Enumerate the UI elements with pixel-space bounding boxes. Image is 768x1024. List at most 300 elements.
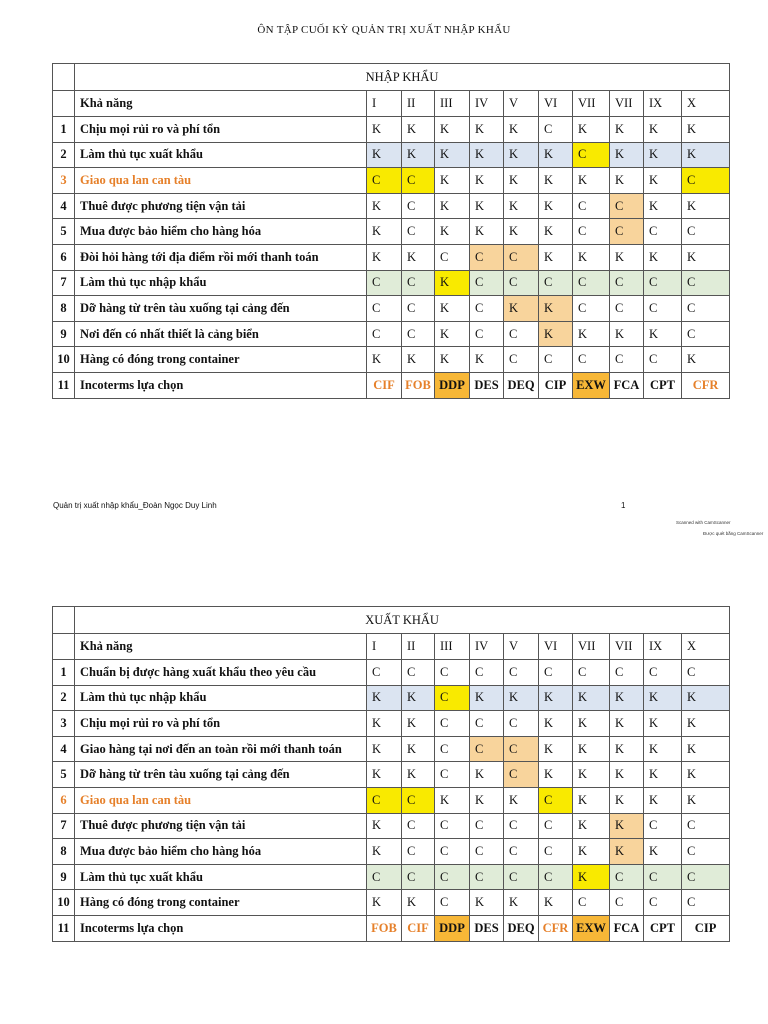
row-number: 3 [53, 711, 75, 737]
column-header: VI [539, 634, 573, 660]
value-cell: K [367, 736, 402, 762]
value-cell: C [435, 762, 470, 788]
value-cell: K [435, 296, 470, 322]
value-cell: C [367, 660, 402, 686]
value-cell: C [610, 193, 644, 219]
value-cell: C [470, 321, 504, 347]
incoterm-cell: FCA [610, 372, 644, 398]
value-cell: K [539, 219, 573, 245]
value-cell: K [470, 117, 504, 143]
value-cell: K [435, 193, 470, 219]
value-cell: K [367, 347, 402, 373]
value-cell: K [470, 685, 504, 711]
value-cell: K [367, 193, 402, 219]
value-cell: C [504, 660, 539, 686]
value-cell: K [367, 142, 402, 168]
value-cell: C [682, 296, 730, 322]
value-cell: K [644, 787, 682, 813]
table-row [53, 660, 730, 686]
table-row [53, 864, 730, 890]
value-cell: K [539, 193, 573, 219]
value-cell: K [573, 685, 610, 711]
value-cell: K [610, 685, 644, 711]
value-cell: K [367, 244, 402, 270]
value-cell: K [644, 321, 682, 347]
import-table [52, 63, 730, 399]
value-cell: K [644, 685, 682, 711]
column-header: II [402, 634, 435, 660]
value-cell: K [573, 736, 610, 762]
value-cell: C [573, 890, 610, 916]
row-number: 7 [53, 270, 75, 296]
value-cell: K [610, 813, 644, 839]
value-cell: K [470, 193, 504, 219]
column-header: IV [470, 91, 504, 117]
value-cell: K [573, 321, 610, 347]
row-label: Hàng có đóng trong container [75, 890, 367, 916]
scan-watermark: Scanned with CamScanner [676, 520, 731, 525]
row-number: 2 [53, 685, 75, 711]
row-label: Chuẩn bị được hàng xuất khẩu theo yêu cầu [75, 660, 367, 686]
row-label: Chịu mọi rủi ro và phí tổn [75, 711, 367, 737]
row-number: 4 [53, 193, 75, 219]
incoterm-cell: CPT [644, 915, 682, 941]
row-label: Mua được bảo hiểm cho hàng hóa [75, 219, 367, 245]
value-cell: C [573, 142, 610, 168]
value-cell: K [504, 296, 539, 322]
value-cell: K [610, 168, 644, 194]
column-header: X [682, 634, 730, 660]
row-number: 5 [53, 762, 75, 788]
value-cell: C [470, 864, 504, 890]
value-cell: C [435, 839, 470, 865]
row-number: 7 [53, 813, 75, 839]
value-cell: K [367, 890, 402, 916]
value-cell: K [573, 864, 610, 890]
table-row [53, 711, 730, 737]
value-cell: C [610, 890, 644, 916]
column-header-label: Khả năng [75, 91, 367, 117]
value-cell: K [644, 117, 682, 143]
value-cell: K [402, 711, 435, 737]
value-cell: C [367, 168, 402, 194]
value-cell: C [682, 321, 730, 347]
value-cell: C [539, 660, 573, 686]
row-number: 1 [53, 117, 75, 143]
table-row [53, 685, 730, 711]
value-cell: K [644, 168, 682, 194]
value-cell: K [610, 736, 644, 762]
row-label: Làm thủ tục xuất khẩu [75, 142, 367, 168]
incoterm-cell: DES [470, 915, 504, 941]
value-cell: K [573, 168, 610, 194]
value-cell: K [539, 296, 573, 322]
row-label: Làm thủ tục nhập khẩu [75, 270, 367, 296]
value-cell: K [470, 762, 504, 788]
row-label: Giao qua lan can tàu [75, 168, 367, 194]
row-label: Nơi đến có nhất thiết là cảng biển [75, 321, 367, 347]
table-row [53, 736, 730, 762]
column-header-label: Khả năng [75, 634, 367, 660]
value-cell: C [435, 736, 470, 762]
row-label: Dỡ hàng từ trên tàu xuống tại cảng đến [75, 296, 367, 322]
value-cell: C [682, 168, 730, 194]
value-cell: K [682, 142, 730, 168]
value-cell: C [504, 270, 539, 296]
row-number: 9 [53, 864, 75, 890]
value-cell: C [504, 347, 539, 373]
value-cell: K [402, 142, 435, 168]
value-cell: K [539, 890, 573, 916]
value-cell: K [539, 142, 573, 168]
value-cell: C [610, 347, 644, 373]
value-cell: K [539, 168, 573, 194]
value-cell: K [573, 117, 610, 143]
value-cell: K [367, 813, 402, 839]
value-cell: C [539, 864, 573, 890]
value-cell: C [573, 219, 610, 245]
value-cell: C [573, 660, 610, 686]
value-cell: K [504, 193, 539, 219]
value-cell: K [539, 321, 573, 347]
value-cell: K [504, 890, 539, 916]
value-cell: C [682, 219, 730, 245]
value-cell: C [470, 813, 504, 839]
value-cell: C [402, 787, 435, 813]
value-cell: C [504, 736, 539, 762]
table-row [53, 193, 730, 219]
incoterm-cell: FOB [402, 372, 435, 398]
value-cell: C [539, 813, 573, 839]
value-cell: C [539, 347, 573, 373]
row-label: Mua được bảo hiểm cho hàng hóa [75, 839, 367, 865]
value-cell: K [470, 890, 504, 916]
value-cell: C [367, 787, 402, 813]
column-header: VII [573, 91, 610, 117]
value-cell: K [682, 711, 730, 737]
row-number: 2 [53, 142, 75, 168]
value-cell: K [644, 762, 682, 788]
table-row [53, 762, 730, 788]
incoterm-row [53, 915, 730, 941]
import-header-row [53, 91, 730, 117]
value-cell: C [682, 813, 730, 839]
value-cell: C [470, 736, 504, 762]
value-cell: K [610, 762, 644, 788]
value-cell: K [367, 219, 402, 245]
column-header: I [367, 91, 402, 117]
value-cell: C [682, 660, 730, 686]
table-row [53, 168, 730, 194]
value-cell: K [470, 219, 504, 245]
value-cell: K [504, 142, 539, 168]
row-number: 9 [53, 321, 75, 347]
row-label: Incoterms lựa chọn [75, 915, 367, 941]
column-header: II [402, 91, 435, 117]
incoterm-cell: DDP [435, 915, 470, 941]
column-header: VII [610, 634, 644, 660]
value-cell: K [539, 736, 573, 762]
row-number: 3 [53, 168, 75, 194]
value-cell: C [573, 347, 610, 373]
value-cell: C [644, 660, 682, 686]
value-cell: C [573, 270, 610, 296]
value-cell: K [610, 787, 644, 813]
value-cell: K [367, 117, 402, 143]
value-cell: C [644, 270, 682, 296]
incoterm-cell: FCA [610, 915, 644, 941]
value-cell: K [682, 736, 730, 762]
incoterm-cell: CIF [367, 372, 402, 398]
value-cell: C [402, 296, 435, 322]
value-cell: C [644, 864, 682, 890]
value-cell: C [644, 347, 682, 373]
value-cell: C [402, 219, 435, 245]
value-cell: K [573, 762, 610, 788]
incoterm-cell: DEQ [504, 915, 539, 941]
row-label: Giao hàng tại nơi đến an toàn rồi mới thanh toán [75, 736, 367, 762]
value-cell: K [402, 762, 435, 788]
value-cell: K [504, 117, 539, 143]
row-number: 8 [53, 839, 75, 865]
value-cell: K [539, 762, 573, 788]
value-cell: K [539, 685, 573, 711]
incoterm-cell: DEQ [504, 372, 539, 398]
table-row [53, 219, 730, 245]
value-cell: K [644, 142, 682, 168]
value-cell: C [402, 660, 435, 686]
value-cell: K [682, 347, 730, 373]
row-label: Thuê được phương tiện vận tải [75, 193, 367, 219]
incoterm-cell: CIP [539, 372, 573, 398]
value-cell: K [610, 321, 644, 347]
incoterm-cell: CPT [644, 372, 682, 398]
value-cell: C [573, 193, 610, 219]
value-cell: C [610, 660, 644, 686]
value-cell: K [610, 711, 644, 737]
value-cell: K [610, 117, 644, 143]
value-cell: K [367, 762, 402, 788]
value-cell: C [573, 296, 610, 322]
row-number: 6 [53, 244, 75, 270]
value-cell: K [682, 762, 730, 788]
value-cell: C [367, 864, 402, 890]
value-cell: K [644, 736, 682, 762]
value-cell: K [539, 711, 573, 737]
incoterm-cell: CIP [682, 915, 730, 941]
value-cell: K [573, 244, 610, 270]
row-label: Dỡ hàng từ trên tàu xuống tại cảng đến [75, 762, 367, 788]
value-cell: K [682, 193, 730, 219]
row-number: 4 [53, 736, 75, 762]
value-cell: K [610, 244, 644, 270]
value-cell: C [539, 787, 573, 813]
value-cell: K [470, 142, 504, 168]
value-cell: C [367, 270, 402, 296]
incoterm-row [53, 372, 730, 398]
incoterm-cell: DDP [435, 372, 470, 398]
row-number: 11 [53, 915, 75, 941]
value-cell: K [402, 347, 435, 373]
document-title: ÔN TẬP CUỐI KỲ QUẢN TRỊ XUẤT NHẬP KHẨU [257, 24, 511, 36]
value-cell: K [682, 787, 730, 813]
value-cell: C [435, 813, 470, 839]
value-cell: C [470, 244, 504, 270]
value-cell: K [682, 244, 730, 270]
incoterm-cell: CFR [539, 915, 573, 941]
incoterm-cell: EXW [573, 372, 610, 398]
value-cell: C [402, 813, 435, 839]
value-cell: C [644, 813, 682, 839]
table-row [53, 321, 730, 347]
value-cell: K [367, 711, 402, 737]
value-cell: K [539, 244, 573, 270]
value-cell: K [435, 321, 470, 347]
value-cell: C [504, 321, 539, 347]
export-section-title: XUẤT KHẨU [75, 607, 730, 634]
table-row [53, 890, 730, 916]
import-section-title: NHẬP KHẨU [75, 64, 730, 91]
value-cell: K [367, 685, 402, 711]
column-header: VI [539, 91, 573, 117]
value-cell: C [367, 296, 402, 322]
value-cell: K [402, 685, 435, 711]
row-number: 6 [53, 787, 75, 813]
row-label: Thuê được phương tiện vận tải [75, 813, 367, 839]
value-cell: C [504, 244, 539, 270]
row-number: 10 [53, 890, 75, 916]
value-cell: K [402, 890, 435, 916]
value-cell: C [682, 890, 730, 916]
value-cell: K [470, 347, 504, 373]
table-row [53, 117, 730, 143]
value-cell: C [504, 864, 539, 890]
column-header: IX [644, 634, 682, 660]
row-number: 1 [53, 660, 75, 686]
table-row [53, 270, 730, 296]
value-cell: K [367, 839, 402, 865]
column-header: X [682, 91, 730, 117]
value-cell: K [504, 168, 539, 194]
incoterm-cell: EXW [573, 915, 610, 941]
value-cell: K [435, 219, 470, 245]
row-label: Giao qua lan can tàu [75, 787, 367, 813]
value-cell: K [402, 117, 435, 143]
table-row [53, 244, 730, 270]
value-cell: C [610, 270, 644, 296]
row-label: Incoterms lựa chọn [75, 372, 367, 398]
column-header: VII [610, 91, 644, 117]
value-cell: C [539, 270, 573, 296]
table-row [53, 347, 730, 373]
value-cell: K [470, 787, 504, 813]
export-header-row [53, 634, 730, 660]
value-cell: K [573, 839, 610, 865]
column-header: VII [573, 634, 610, 660]
incoterm-cell: CIF [402, 915, 435, 941]
value-cell: C [435, 864, 470, 890]
value-cell: K [644, 839, 682, 865]
value-cell: K [504, 219, 539, 245]
value-cell: K [644, 244, 682, 270]
value-cell: C [435, 711, 470, 737]
value-cell: C [504, 839, 539, 865]
value-cell: C [470, 711, 504, 737]
value-cell: C [682, 839, 730, 865]
value-cell: K [644, 711, 682, 737]
incoterm-cell: FOB [367, 915, 402, 941]
value-cell: K [644, 193, 682, 219]
value-cell: C [435, 244, 470, 270]
value-cell: C [644, 890, 682, 916]
value-cell: C [470, 296, 504, 322]
row-number: 10 [53, 347, 75, 373]
value-cell: C [682, 270, 730, 296]
row-number: 11 [53, 372, 75, 398]
value-cell: C [402, 839, 435, 865]
row-label: Chịu mọi rủi ro và phí tổn [75, 117, 367, 143]
value-cell: C [644, 219, 682, 245]
value-cell: K [573, 711, 610, 737]
value-cell: C [539, 839, 573, 865]
value-cell: K [682, 685, 730, 711]
value-cell: C [504, 813, 539, 839]
value-cell: K [682, 117, 730, 143]
value-cell: K [435, 787, 470, 813]
table-row [53, 813, 730, 839]
value-cell: C [504, 711, 539, 737]
value-cell: C [682, 864, 730, 890]
row-label: Làm thủ tục xuất khẩu [75, 864, 367, 890]
incoterm-cell: CFR [682, 372, 730, 398]
value-cell: K [504, 685, 539, 711]
value-cell: K [610, 142, 644, 168]
column-header: I [367, 634, 402, 660]
value-cell: C [402, 193, 435, 219]
table-row [53, 296, 730, 322]
value-cell: K [470, 168, 504, 194]
row-number: 8 [53, 296, 75, 322]
value-cell: K [610, 839, 644, 865]
value-cell: C [435, 685, 470, 711]
table-row [53, 839, 730, 865]
value-cell: C [402, 321, 435, 347]
value-cell: K [573, 787, 610, 813]
row-label: Đòi hỏi hàng tới địa điểm rồi mới thanh toán [75, 244, 367, 270]
value-cell: C [435, 660, 470, 686]
value-cell: K [435, 270, 470, 296]
row-number: 5 [53, 219, 75, 245]
value-cell: C [402, 270, 435, 296]
value-cell: K [402, 244, 435, 270]
value-cell: C [367, 321, 402, 347]
value-cell: C [610, 219, 644, 245]
value-cell: C [610, 864, 644, 890]
value-cell: K [435, 168, 470, 194]
table-row [53, 787, 730, 813]
footer-author: Quản trị xuất nhập khẩu_Đoàn Ngọc Duy Linh [53, 501, 217, 510]
value-cell: C [470, 270, 504, 296]
value-cell: K [435, 347, 470, 373]
value-cell: K [435, 142, 470, 168]
value-cell: K [402, 736, 435, 762]
value-cell: C [402, 864, 435, 890]
row-label: Làm thủ tục nhập khẩu [75, 685, 367, 711]
value-cell: C [470, 839, 504, 865]
value-cell: C [504, 762, 539, 788]
export-table [52, 606, 730, 942]
table-row [53, 142, 730, 168]
